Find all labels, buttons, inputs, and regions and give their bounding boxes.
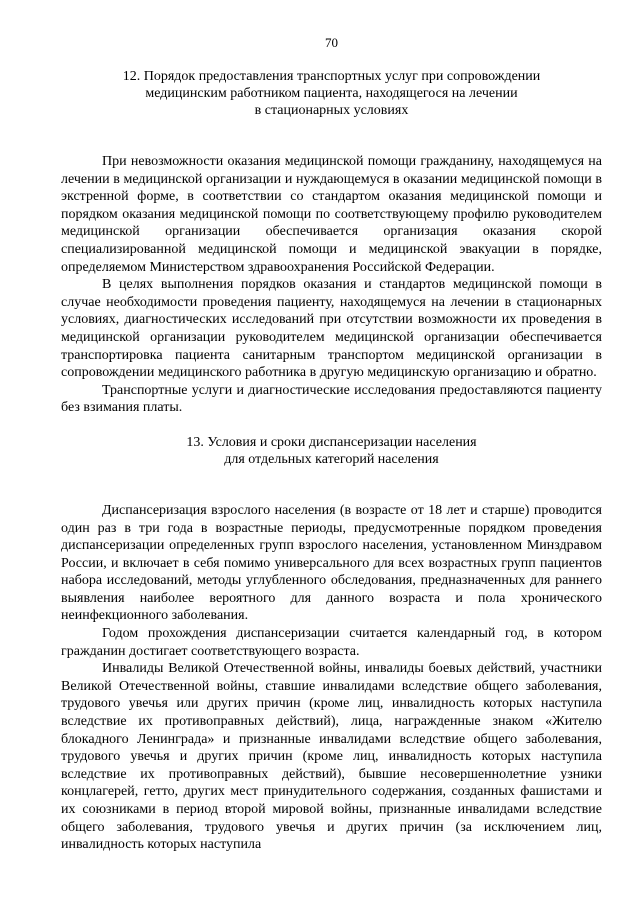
- section-12-paragraph-3: Транспортные услуги и диагностические исследования предоставляются пациенту без взимания платы.: [61, 382, 602, 416]
- section-12-heading-line-1: 12. Порядок предоставления транспортных услуг при сопровождении: [122, 69, 541, 84]
- section-13-paragraph-1: Диспансеризация взрослого населения (в возрасте от 18 лет и старше) проводится один раз в три года в возрастные периоды, предусмотренные порядком проведения диспансеризации определенных групп взрослого населения, установленном Минздравом России, и включает в себя помимо универсального для всех возрастных групп пациентов набора исследований, методы углубленного обследования, предназначенных для раннего выявления наиболее вероятного для данного возраста и пола хронического неинфекционного заболевания.: [61, 502, 602, 624]
- section-13-paragraph-2: Годом прохождения диспансеризации считается календарный год, в котором гражданин достигает соответствующего возраста.: [61, 626, 602, 659]
- section-12-heading-line-2: медицинским работником пациента, находящегося на лечении: [145, 86, 518, 101]
- section-13-heading-line-2: для отдельных категорий населения: [224, 451, 439, 467]
- document-page: [61, 34, 602, 854]
- section-12-heading: [61, 68, 602, 119]
- page-number: 70: [325, 35, 338, 50]
- section-13-paragraph-3: Инвалиды Великой Отечественной войны, инвалиды боевых действий, участники Великой Отечественной войны, ставшие инвалидами вследствие общего заболевания, трудового увечья или других причин (кроме лиц, инвалидность которых наступила вследствие их противоправных действий), лица, награжденные знаком «Жителю блокадного Ленинграда» и признанные инвалидами вследствие общего заболевания, трудового увечья и других причин (кроме лиц, инвалидность которых наступила вследствие их противоправных действий), бывшие несовершеннолетние узники концлагерей, гетто, других мест принудительного содержания, созданных фашистами и их союзниками в период второй мировой войны, признанные инвалидами вследствие общего заболевания, трудового увечья и других причин (за исключением лиц, инвалидность которых наступила: [61, 661, 602, 853]
- section-13-body: [61, 502, 602, 854]
- section-12-body: [61, 153, 602, 417]
- section-13-heading-line-1: 13. Условия и сроки диспансеризации населения: [186, 434, 477, 450]
- section-12-paragraph-1: При невозможности оказания медицинской помощи гражданину, находящемуся на лечении в медицинской организации и нуждающемуся в оказании медицинской помощи в экстренной форме, в соответствии со стандартом оказания медицинской помощи и порядком оказания медицинской помощи по соответствующему профилю руководителем медицинской организации обеспечивается организация оказания скорой специализированной медицинской помощи и медицинской эвакуации в порядке, определяемом Министерством здравоохранения Российской Федерации.: [61, 154, 602, 275]
- section-12-heading-line-3: в стационарных условиях: [254, 103, 409, 118]
- section-13-heading: [61, 434, 602, 468]
- section-12-paragraph-2: В целях выполнения порядков оказания и стандартов медицинской помощи в случае необходимости проведения пациенту, находящемуся на лечении в стационарных условиях, диагностических исследований при отсутствии возможности их проведения в медицинской организации руководителем медицинской организации обеспечивается транспортировка пациента санитарным транспортом медицинской организации в сопровождении медицинского работника в другую медицинскую организацию и обратно.: [61, 277, 602, 381]
